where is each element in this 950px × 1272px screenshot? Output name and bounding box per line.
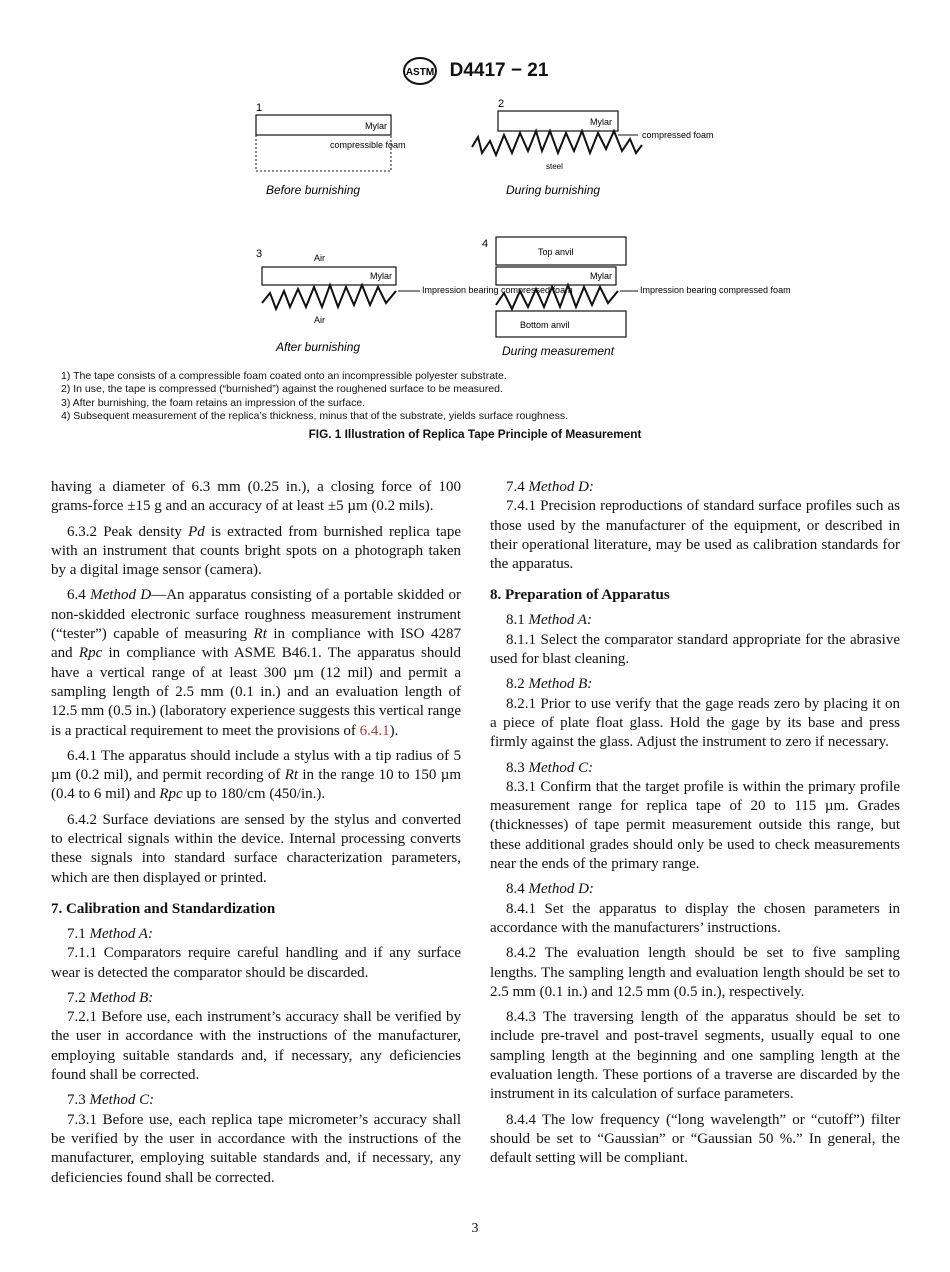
method-8-2: 8.2 Method B: xyxy=(506,676,593,693)
method-7-2: 7.2 Method B: xyxy=(67,989,154,1006)
figure-note: 4) Subsequent measurement of the replica’s thickness, minus that of the substrate, yields surface roughness. xyxy=(61,410,568,423)
figure-1-diagram xyxy=(250,95,791,370)
panel-3-air-bottom-label: Air xyxy=(314,315,325,325)
paragraph-6-4-1: 6.4.1 The apparatus should include a stylus with a tip radius of 5 µm (0.2 mil), and permit recording of Rt in the range 10 to 150 µm (0.4 to 6 mil) and Rpc up to 180/cm (450/in.). xyxy=(51,747,461,803)
panel-4-top-anvil-label: Top anvil xyxy=(538,247,574,257)
paragraph-6-4: 6.4 Method D—An apparatus consisting of a portable skidded or non-skidded electronic surface roughness measurement instrument (“tester”) capable of measuring Rt in compliance with ISO 4287 and Rpc in compliance with ASME B46.1. The apparatus should have a vertical range of at least 300 µm (12 mil) and permit a sampling length of 2.5 mm (0.1 in.) and an evaluation length of 12.5 mm (0.5 in.) (laboratory experience suggests this vertical range is a practical requirement to meet the provisions of 6.4.1). xyxy=(51,587,461,739)
document-id: D4417 − 21 xyxy=(449,60,549,81)
section-7-heading: 7. Calibration and Standardization xyxy=(51,900,276,917)
panel-4-impression-label: Impression bearing compressed foam xyxy=(640,285,791,295)
panel-2-steel-label: steel xyxy=(546,162,563,171)
panel-2-during-burnishing xyxy=(472,98,714,197)
paragraph-6-4-2: 6.4.2 Surface deviations are sensed by the stylus and converted to electrical signals within the device. Internal processing converts these signals into standard surface characterization parameters, which are then displayed or printed. xyxy=(51,811,461,886)
method-7-3: 7.3 Method C: xyxy=(67,1092,155,1109)
section-8-heading: 8. Preparation of Apparatus xyxy=(490,587,670,604)
paragraph-6-3-1-cont: having a diameter of 6.3 mm (0.25 in.), a closing force of 100 grams-force ±15 g and an accuracy of at least ±5 µm (0.2 mils). xyxy=(51,479,461,515)
panel-4-mylar-label: Mylar xyxy=(590,271,612,281)
paragraph-8-2-1: 8.2.1 Prior to use verify that the gage reads zero by placing it on a piece of plate float glass. Hold the gage by its base and press firmly against the glass. Adjust the instrument to zero if necessary. xyxy=(490,695,900,751)
method-7-4: 7.4 Method D: xyxy=(506,479,594,495)
paragraph-8-4-4: 8.4.4 The low frequency (“long wavelength” or “cutoff”) filter should be set to “Gaussian” or “Gaussian 50 %.” In general, the default setting will be compliant. xyxy=(490,1111,900,1167)
left-column xyxy=(51,478,461,1194)
link-6-4-1[interactable]: 6.4.1 xyxy=(359,722,390,739)
method-8-4: 8.4 Method D: xyxy=(506,881,594,898)
paragraph-7-2-1: 7.2.1 Before use, each instrument’s accuracy shall be verified by the user in accordance with the instructions of the manufacturer, employing suitable standards and, if necessary, any deficiencies found shall be corrected. xyxy=(51,1009,461,1084)
right-column xyxy=(490,478,900,1175)
paragraph-8-4-3: 8.4.3 The traversing length of the apparatus should be set to include pre-travel and post-travel segments, usually equal to one sampling length at the beginning and one sampling length at the evaluation length. These portions of a traverse are discarded by the instrument in its calculation of surface parameters. xyxy=(490,1009,900,1103)
panel-1-caption: Before burnishing xyxy=(266,183,361,197)
paragraph-7-3-1: 7.3.1 Before use, each replica tape micrometer’s accuracy shall be verified by the user in accordance with the instructions of the manufacturer, employing suitable standards and, if necessary, any deficiencies found shall be corrected. xyxy=(51,1111,461,1186)
panel-4-caption: During measurement xyxy=(502,344,615,358)
method-8-1: 8.1 Method A: xyxy=(506,612,592,629)
panel-2-steel-surface xyxy=(472,131,642,155)
panel-3-caption: After burnishing xyxy=(276,340,361,354)
paragraph-7-4-1: 7.4.1 Precision reproductions of standard surface profiles such as those used by the manufacturer of the equipment, or described in their operational literature, may be used as calibration standards for the apparatus. xyxy=(490,498,900,573)
panel-3-air-top-label: Air xyxy=(314,253,325,263)
panel-4-during-measurement xyxy=(482,237,791,358)
page-header xyxy=(0,56,950,86)
panel-3-mylar-label: Mylar xyxy=(370,271,392,281)
panel-3-impression-label: Impression bearing compressed foam xyxy=(422,285,573,295)
paragraph-8-4-1: 8.4.1 Set the apparatus to display the chosen parameters in accordance with the manufacturers’ instructions. xyxy=(490,900,900,936)
figure-note: 2) In use, the tape is compressed (“burnished”) against the roughened surface to be measured. xyxy=(61,383,503,396)
paragraph-8-4-2: 8.4.2 The evaluation length should be set to five sampling lengths. The sampling length and evaluation length should be set to 2.5 mm (0.1 in.) and 12.5 mm (0.5 in.), respectively. xyxy=(490,945,900,1000)
panel-4-bottom-anvil-label: Bottom anvil xyxy=(520,320,570,330)
method-8-3: 8.3 Method C: xyxy=(506,759,594,776)
page-number: 3 xyxy=(471,1221,479,1236)
method-7-1: 7.1 Method A: xyxy=(67,925,153,942)
paragraph-8-1-1: 8.1.1 Select the comparator standard appropriate for the abrasive used for blast cleaning. xyxy=(490,631,900,668)
panel-3-impression-surface xyxy=(262,285,396,309)
panel-1-before-burnishing xyxy=(256,102,406,197)
figure-caption: FIG. 1 Illustration of Replica Tape Principle of Measurement xyxy=(308,427,642,441)
panel-2-mylar-label: Mylar xyxy=(590,117,612,127)
panel-1-mylar-label: Mylar xyxy=(365,121,387,131)
figure-note: 1) The tape consists of a compressible foam coated onto an incompressible polyester substrate. xyxy=(61,370,507,382)
panel-1-foam-label: compressible foam xyxy=(330,140,406,150)
panel-2-compressed-label: compressed foam xyxy=(642,130,714,140)
panel-3-number: 3 xyxy=(256,248,263,260)
panel-2-caption: During burnishing xyxy=(506,183,601,197)
paragraph-8-3-1: 8.3.1 Confirm that the target profile is within the primary profile measurement range for replica tape of 20 to 115 µm. Grades (thicknesses) of tape permit measurement outside this range, but these additional grades should only be used to check measurements near the ends of the primary range. xyxy=(490,778,900,873)
panel-4-number: 4 xyxy=(482,238,489,250)
paragraph-6-3-2: 6.3.2 Peak density Pd is extracted from burnished replica tape with an instrument that counts bright spots on a photograph taken by a digital image sensor (camera). xyxy=(51,523,461,579)
paragraph-7-1-1: 7.1.1 Comparators require careful handling and if any surface wear is detected the comparator should be discarded. xyxy=(51,945,461,981)
panel-2-number: 2 xyxy=(498,98,505,110)
figure-notes xyxy=(61,370,891,424)
panel-1-number: 1 xyxy=(256,102,263,114)
figure-note: 3) After burnishing, the foam retains an impression of the surface. xyxy=(61,396,366,409)
astm-logo-text: ASTM xyxy=(405,67,434,78)
astm-logo-icon xyxy=(402,56,438,86)
